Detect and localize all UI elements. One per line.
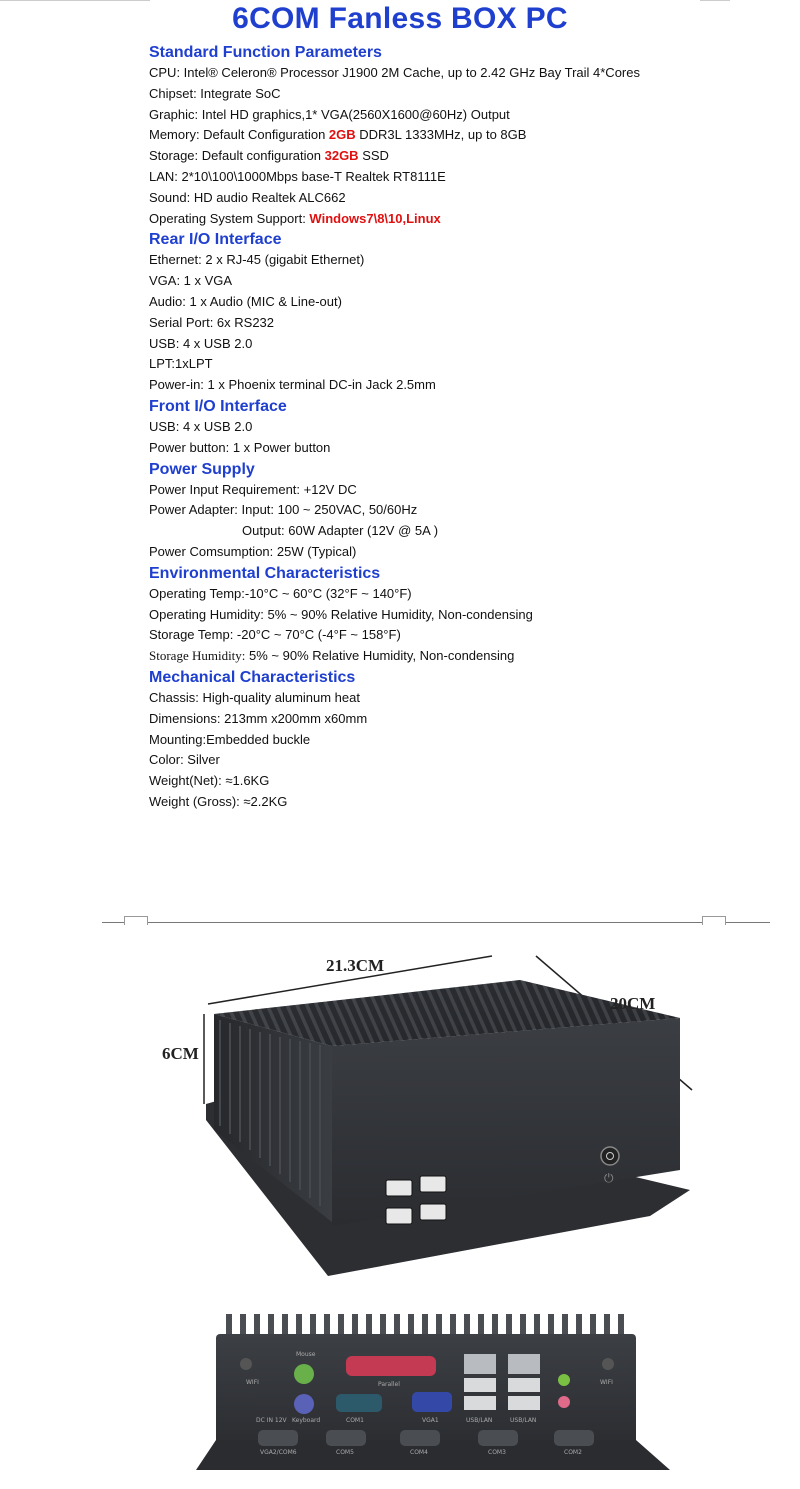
rear-label-com2: COM2: [564, 1449, 582, 1456]
rear-label-dcin: DC IN 12V: [256, 1417, 287, 1424]
rear-label-mouse: Mouse: [296, 1351, 316, 1358]
section-heading: Front I/O Interface: [149, 397, 287, 415]
spec-row: Storage: Default configuration 32GB SSD: [149, 148, 389, 164]
highlight-value: Windows7\8\10,Linux: [309, 210, 441, 226]
front-view-photo: [0, 940, 800, 1280]
divider-tab-left: [124, 916, 148, 925]
spec-row: Serial Port: 6x RS232: [149, 314, 275, 330]
depth-dimension: 20CM: [610, 994, 656, 1013]
spec-row: Chassis: High-quality aluminum heat: [149, 689, 360, 705]
spec-row: Mounting:Embedded buckle: [149, 731, 311, 747]
spec-row: Output: 60W Adapter (12V @ 5A ): [242, 523, 439, 539]
highlight-value: 32GB: [324, 148, 359, 164]
spec-row: Dimensions: 213mm x200mm x60mm: [149, 710, 368, 726]
rear-label-com5: COM5: [336, 1449, 354, 1456]
page-title: 6COM Fanless BOX PC: [232, 2, 568, 35]
spec-row: Storage Temp: -20°C ~ 70°C (-4°F ~ 158°F): [149, 627, 401, 643]
power-button-icon: [601, 1147, 619, 1165]
spec-row: Operating System Support: Windows7\8\10,Linux: [149, 210, 441, 226]
section-heading: Power Supply: [149, 460, 255, 478]
spec-row: Power Input Requirement: +12V DC: [149, 481, 357, 497]
rear-label-usblan1: USB/LAN: [466, 1417, 493, 1424]
spec-row: LPT:1xLPT: [149, 356, 213, 372]
spec-row: Power-in: 1 x Phoenix terminal DC-in Jack 2.5mm: [149, 377, 436, 393]
spec-row: Weight (Gross): ≈2.2KG: [149, 793, 288, 809]
spec-row: Power Comsumption: 25W (Typical): [149, 543, 357, 559]
spec-row: Operating Temp:-10°C ~ 60°C (32°F ~ 140°F): [149, 585, 412, 601]
rear-label-com1: COM1: [346, 1417, 364, 1424]
rear-label-com6: VGA2/COM6: [260, 1449, 297, 1456]
section-heading: Rear I/O Interface: [149, 231, 282, 249]
section-heading: Standard Function Parameters: [149, 44, 382, 61]
spec-row: Graphic: Intel HD graphics,1* VGA(2560X1600@60Hz) Output: [149, 106, 510, 122]
spec-row: VGA: 1 x VGA: [149, 273, 233, 289]
spec-row: Power Adapter: Input: 100 ~ 250VAC, 50/60Hz: [149, 502, 418, 518]
rear-label-keyboard: Keyboard: [292, 1417, 321, 1424]
divider-tab-right: [702, 916, 726, 925]
highlight-value: 2GB: [328, 127, 356, 143]
rear-label-com4: COM4: [410, 1449, 428, 1456]
svg-text:⏻: ⏻: [604, 1171, 614, 1185]
spec-row: Color: Silver: [149, 752, 220, 768]
spec-row: Power button: 1 x Power button: [149, 439, 331, 455]
spec-row: Storage Humidity: 5% ~ 90% Relative Humidity, Non-condensing: [149, 648, 515, 664]
section-heading: Mechanical Characteristics: [149, 668, 356, 686]
rear-label-vga1: VGA1: [422, 1417, 439, 1424]
spec-row: Memory: Default Configuration 2GB DDR3L 1333MHz, up to 8GB: [149, 127, 527, 143]
top-right-rule: [700, 0, 730, 1]
rear-panel-photo: [196, 1310, 676, 1480]
spec-row: Audio: 1 x Audio (MIC & Line-out): [149, 293, 342, 309]
spec-row: LAN: 2*10\100\1000Mbps base-T Realtek RT8111E: [149, 168, 446, 184]
height-dimension: 6CM: [162, 1044, 199, 1063]
spec-row: USB: 4 x USB 2.0: [149, 335, 253, 351]
spec-row: Weight(Net): ≈1.6KG: [149, 773, 270, 789]
rear-label-usblan2: USB/LAN: [510, 1417, 537, 1424]
width-dimension: 21.3CM: [326, 956, 385, 975]
spec-row: CPU: Intel® Celeron® Processor J1900 2M Cache, up to 2.42 GHz Bay Trail 4*Cores: [149, 65, 640, 80]
rear-label-parallel: Parallel: [378, 1381, 400, 1388]
rear-label-com3: COM3: [488, 1449, 506, 1456]
divider-line: [102, 922, 770, 923]
spec-row: Ethernet: 2 x RJ-45 (gigabit Ethernet): [149, 252, 365, 268]
spec-row: Operating Humidity: 5% ~ 90% Relative Humidity, Non-condensing: [149, 606, 533, 622]
spec-row: Chipset: Integrate SoC: [149, 85, 281, 101]
top-left-rule: [0, 0, 150, 1]
rear-label-wifi2: WIFI: [600, 1379, 613, 1386]
section-heading: Environmental Characteristics: [149, 564, 381, 582]
spec-list: [149, 42, 769, 813]
spec-row: USB: 4 x USB 2.0: [149, 418, 253, 434]
spec-row: Sound: HD audio Realtek ALC662: [149, 189, 346, 205]
rear-label-wifi: WIFI: [246, 1379, 259, 1386]
